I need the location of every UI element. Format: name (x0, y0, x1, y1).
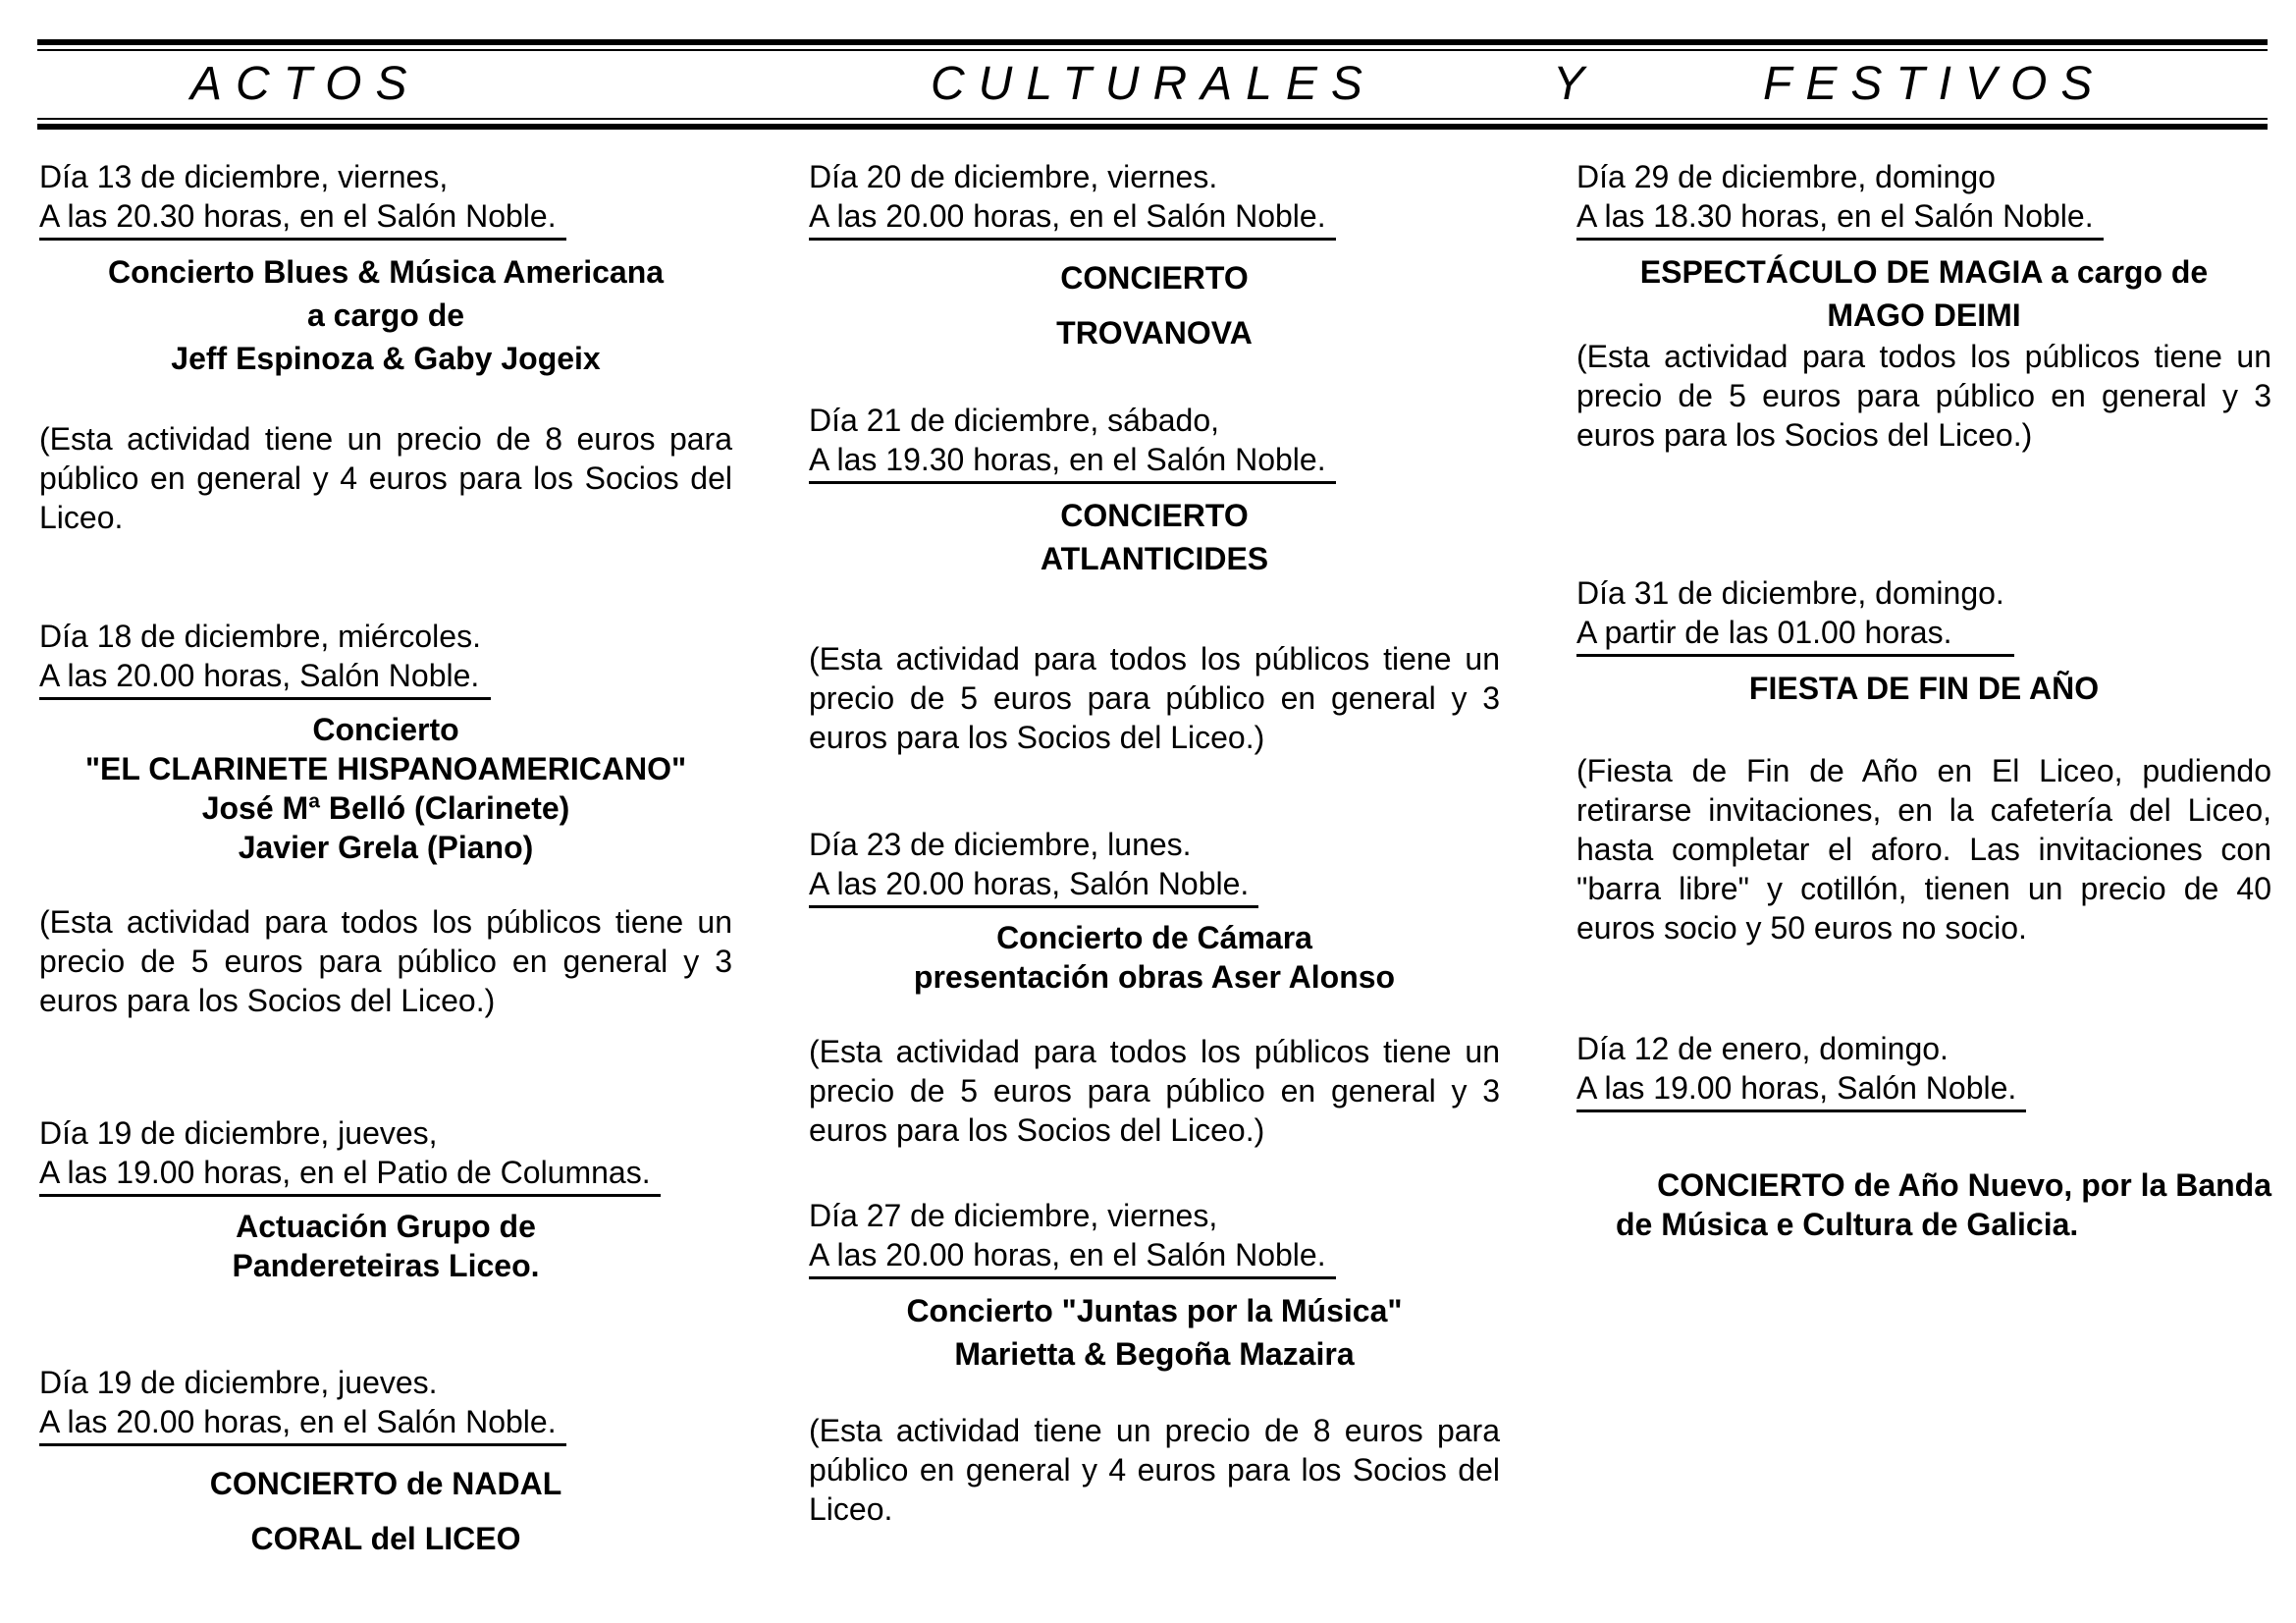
title-word-actos: ACTOS (190, 58, 421, 110)
event-description: (Fiesta de Fin de Año en El Liceo, pudiendo retirarse invitaciones, en la cafetería del Liceo, hasta completar el aforo. Las invitaciones con "barra libre" y cotillón, tienen un precio de 40 euros socio y 50 euros no socio. (1576, 753, 2271, 946)
event-datetime (809, 825, 1258, 908)
event-title-line: Pandereteiras Liceo. (232, 1248, 540, 1283)
event-concierto-ano-nuevo (1576, 1029, 2271, 1244)
event-title-line: ESPECTÁCULO DE MAGIA a cargo de (1639, 254, 2209, 290)
event-datetime (39, 617, 491, 700)
event-date: Día 31 de diciembre, domingo. (1576, 575, 2004, 611)
event-fiesta-fin-de-ano (1576, 573, 2271, 947)
event-time: A las 20.00 horas, en el Salón Noble. (809, 1237, 1326, 1272)
event-title-line: "EL CLARINETE HISPANOAMERICANO" (84, 751, 687, 786)
event-title (1576, 1165, 2271, 1244)
event-time: A las 19.00 horas, Salón Noble. (1576, 1070, 2017, 1106)
bottom-rule-thick (37, 124, 2268, 130)
event-title (39, 1456, 732, 1566)
event-time: A partir de las 01.00 horas. (1576, 615, 1952, 650)
event-title (809, 494, 1500, 580)
top-rule-thick (37, 39, 2268, 45)
event-title (1576, 250, 2271, 337)
event-description: (Esta actividad para todos los públicos tiene un precio de 5 euros para público en general y 3 euros para los Socios del Liceo.) (809, 1034, 1500, 1148)
event-title-line: CONCIERTO (1060, 260, 1249, 296)
event-title-line: de Música e Cultura de Galicia. (1616, 1207, 2079, 1242)
event-datetime (1576, 573, 2014, 657)
event-title (809, 250, 1500, 360)
event-concierto-nadal (39, 1363, 732, 1566)
event-date: Día 19 de diciembre, jueves. (39, 1365, 438, 1400)
event-title-line: Actuación Grupo de (236, 1209, 536, 1244)
event-atlanticides (809, 401, 1500, 757)
event-description: (Esta actividad tiene un precio de 8 euros para público en general y 4 euros para los Socios del Liceo. (39, 421, 732, 535)
event-title (809, 918, 1500, 997)
event-title-line: a cargo de (306, 298, 465, 333)
event-time: A las 20.00 horas, Salón Noble. (809, 866, 1250, 901)
event-title-line: CONCIERTO (1060, 498, 1249, 533)
event-title-line: ATLANTICIDES (1040, 541, 1269, 576)
bottom-rule-thin (37, 118, 2268, 120)
page-title (0, 55, 2296, 114)
event-time: A las 20.00 horas, en el Salón Noble. (809, 198, 1326, 234)
event-concierto-blues (39, 157, 732, 537)
event-time: A las 19.30 horas, en el Salón Noble. (809, 442, 1326, 477)
event-title (39, 250, 732, 380)
event-description: (Esta actividad para todos los públicos tiene un precio de 5 euros para público en general y 3 euros para los Socios del Liceo.) (39, 904, 732, 1018)
title-word-festivos: FESTIVOS (1763, 58, 2107, 110)
event-title (809, 1289, 1500, 1376)
event-title-line: José Mª Belló (Clarinete) (201, 790, 570, 826)
event-datetime (39, 1113, 661, 1197)
event-time: A las 20.30 horas, en el Salón Noble. (39, 198, 557, 234)
event-title-line: TROVANOVA (1056, 315, 1253, 351)
event-title-line: CONCIERTO de NADAL (209, 1466, 562, 1501)
event-datetime (39, 157, 566, 241)
event-title (39, 1207, 732, 1285)
event-title-line: Javier Grela (Piano) (238, 830, 534, 865)
event-datetime (809, 401, 1336, 484)
event-time: A las 19.00 horas, en el Patio de Columnas. (39, 1155, 651, 1190)
event-datetime (809, 157, 1336, 241)
event-date: Día 29 de diciembre, domingo (1576, 159, 1996, 194)
event-time: A las 20.00 horas, en el Salón Noble. (39, 1404, 557, 1439)
title-word-y: Y (1553, 58, 1599, 110)
event-date: Día 21 de diciembre, sábado, (809, 403, 1220, 438)
top-rule-thin (37, 49, 2268, 51)
event-concierto-camara (809, 825, 1500, 1150)
event-title (39, 710, 732, 867)
event-title-line: Concierto de Cámara (996, 920, 1312, 955)
event-time: A las 20.00 horas, Salón Noble. (39, 658, 480, 693)
event-title-line: FIESTA DE FIN DE AÑO (1748, 671, 2100, 706)
event-datetime (1576, 1029, 2026, 1112)
event-date: Día 23 de diciembre, lunes. (809, 827, 1192, 862)
event-datetime (1576, 157, 2104, 241)
event-title (1576, 669, 2271, 708)
event-juntas-por-la-musica (809, 1196, 1500, 1529)
event-date: Día 18 de diciembre, miércoles. (39, 619, 481, 654)
event-title-line: Concierto (312, 712, 459, 747)
event-clarinete-hispanoamericano (39, 617, 732, 1020)
event-trovanova (809, 157, 1500, 360)
event-date: Día 13 de diciembre, viernes, (39, 159, 449, 194)
event-title-line: Concierto Blues & Música Americana (107, 254, 665, 290)
event-espectaculo-magia (1576, 157, 2271, 455)
event-pandereteiras (39, 1113, 732, 1285)
event-description: (Esta actividad para todos los públicos tiene un precio de 5 euros para público en general y 3 euros para los Socios del Liceo.) (809, 641, 1500, 755)
event-title-line: MAGO DEIMI (1827, 298, 2021, 333)
event-date: Día 27 de diciembre, viernes, (809, 1198, 1218, 1233)
event-description: (Esta actividad tiene un precio de 8 euros para público en general y 4 euros para los Socios del Liceo. (809, 1413, 1500, 1527)
event-time: A las 18.30 horas, en el Salón Noble. (1576, 198, 2094, 234)
event-date: Día 20 de diciembre, viernes. (809, 159, 1218, 194)
event-date: Día 12 de enero, domingo. (1576, 1031, 1949, 1066)
event-title-line: Concierto "Juntas por la Música" (906, 1293, 1403, 1328)
event-title-line: presentación obras Aser Alonso (913, 959, 1396, 995)
event-description: (Esta actividad para todos los públicos tiene un precio de 5 euros para público en general y 3 euros para los Socios del Liceo.) (1576, 339, 2271, 453)
event-title-line: Marietta & Begoña Mazaira (954, 1336, 1355, 1372)
event-date: Día 19 de diciembre, jueves, (39, 1115, 438, 1151)
event-title-line: CONCIERTO de Año Nuevo, por la Banda (1657, 1167, 2271, 1203)
event-title-line: Jeff Espinoza & Gaby Jogeix (171, 341, 601, 376)
event-datetime (809, 1196, 1336, 1279)
event-datetime (39, 1363, 566, 1446)
title-word-culturales: CULTURALES (931, 58, 1376, 110)
event-title-line: CORAL del LICEO (250, 1521, 521, 1556)
